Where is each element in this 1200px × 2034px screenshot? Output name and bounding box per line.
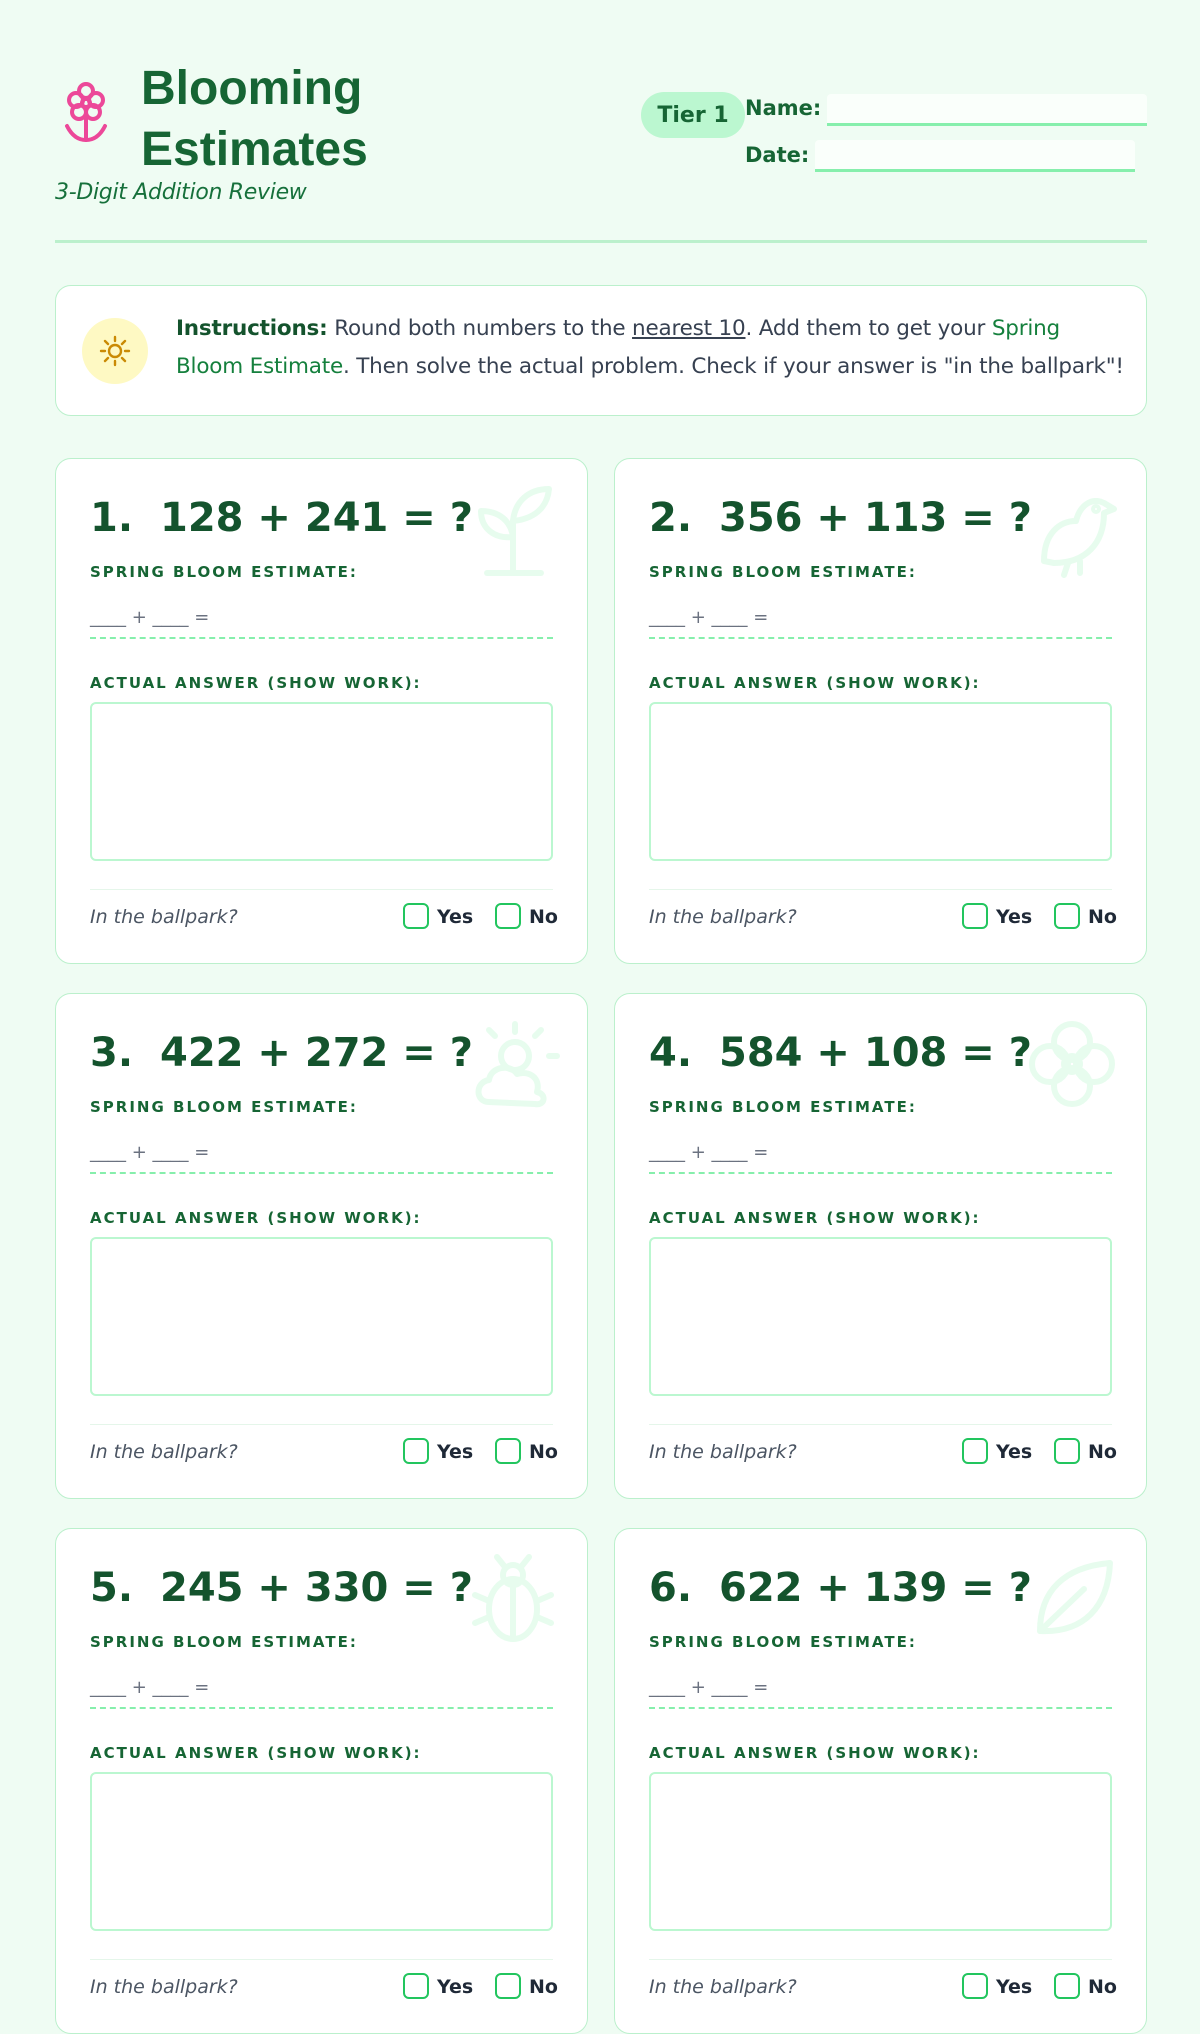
problem-card [614, 993, 1147, 1499]
ballpark-question: In the ballpark? [649, 1976, 797, 1998]
no-label: No [529, 1441, 558, 1463]
page-subtitle: 3-Digit Addition Review [55, 180, 307, 205]
sun-badge [82, 318, 148, 384]
ballpark-question: In the ballpark? [649, 906, 797, 928]
bird-icon [1024, 481, 1120, 577]
problem-card [55, 1528, 588, 2034]
yes-checkbox[interactable] [962, 903, 988, 929]
estimate-label: SPRING BLOOM ESTIMATE: [90, 1098, 358, 1116]
sprout-icon [465, 481, 561, 577]
ballpark-question: In the ballpark? [90, 906, 238, 928]
estimate-field[interactable]: ____ + ____ = [649, 1134, 1112, 1174]
worksheet-header [55, 50, 1147, 243]
tier-badge: Tier 1 [641, 92, 745, 138]
no-label: No [1088, 1441, 1117, 1463]
yes-checkbox[interactable] [403, 903, 429, 929]
date-label: Date: [745, 143, 810, 167]
ballpark-row [649, 1424, 1117, 1480]
problem-card [614, 1528, 1147, 2034]
yes-checkbox[interactable] [403, 1438, 429, 1464]
ballpark-row [649, 1959, 1117, 2015]
leaf-icon [1024, 1551, 1120, 1647]
work-area[interactable] [649, 1772, 1112, 1931]
work-area[interactable] [90, 1772, 553, 1931]
instructions-box [55, 285, 1147, 416]
actual-answer-label: ACTUAL ANSWER (SHOW WORK): [649, 674, 981, 692]
problem-expression: 2. 356 + 113 = ? [649, 495, 1032, 541]
flower-logo-icon [63, 80, 109, 144]
sun-cloud-icon [465, 1016, 561, 1112]
actual-answer-label: ACTUAL ANSWER (SHOW WORK): [649, 1209, 981, 1227]
ballpark-row [649, 889, 1117, 945]
problem-expression: 5. 245 + 330 = ? [90, 1565, 473, 1611]
no-checkbox[interactable] [1054, 1438, 1080, 1464]
yes-label: Yes [437, 1441, 474, 1463]
no-label: No [1088, 906, 1117, 928]
ballpark-question: In the ballpark? [649, 1441, 797, 1463]
ballpark-row [90, 1959, 558, 2015]
no-label: No [529, 906, 558, 928]
estimate-field[interactable]: ____ + ____ = [90, 1134, 553, 1174]
work-area[interactable] [90, 1237, 553, 1396]
no-label: No [529, 1976, 558, 1998]
problem-card [55, 458, 588, 964]
work-area[interactable] [649, 702, 1112, 861]
estimate-label: SPRING BLOOM ESTIMATE: [649, 563, 917, 581]
no-checkbox[interactable] [495, 1973, 521, 1999]
ballpark-row [90, 1424, 558, 1480]
estimate-field[interactable]: ____ + ____ = [649, 599, 1112, 639]
yes-checkbox[interactable] [403, 1973, 429, 1999]
yes-label: Yes [996, 906, 1033, 928]
no-label: No [1088, 1976, 1117, 1998]
yes-label: Yes [996, 1976, 1033, 1998]
name-field[interactable] [827, 94, 1147, 126]
problem-card [614, 458, 1147, 964]
actual-answer-label: ACTUAL ANSWER (SHOW WORK): [90, 674, 422, 692]
work-area[interactable] [649, 1237, 1112, 1396]
estimate-field[interactable]: ____ + ____ = [90, 1669, 553, 1709]
yes-checkbox[interactable] [962, 1438, 988, 1464]
actual-answer-label: ACTUAL ANSWER (SHOW WORK): [649, 1744, 981, 1762]
flower-icon [1024, 1016, 1120, 1112]
instructions-text: Instructions: Round both numbers to the nearest 10. Add them to get your Spring Bloom Estimate. Then solve the actual problem. Check if your answer is "in the ballpark"! [176, 316, 1124, 379]
page-title: Blooming Estimates [141, 62, 368, 176]
yes-label: Yes [996, 1441, 1033, 1463]
actual-answer-label: ACTUAL ANSWER (SHOW WORK): [90, 1209, 422, 1227]
no-checkbox[interactable] [495, 903, 521, 929]
problem-expression: 4. 584 + 108 = ? [649, 1030, 1032, 1076]
estimate-label: SPRING BLOOM ESTIMATE: [649, 1098, 917, 1116]
yes-label: Yes [437, 906, 474, 928]
name-label: Name: [745, 96, 822, 120]
estimate-label: SPRING BLOOM ESTIMATE: [90, 563, 358, 581]
no-checkbox[interactable] [1054, 903, 1080, 929]
ballpark-row [90, 889, 558, 945]
ballpark-question: In the ballpark? [90, 1976, 238, 1998]
problem-expression: 3. 422 + 272 = ? [90, 1030, 473, 1076]
actual-answer-label: ACTUAL ANSWER (SHOW WORK): [90, 1744, 422, 1762]
problem-card [55, 993, 588, 1499]
estimate-label: SPRING BLOOM ESTIMATE: [649, 1633, 917, 1651]
yes-checkbox[interactable] [962, 1973, 988, 1999]
bug-icon [465, 1551, 561, 1647]
problem-expression: 1. 128 + 241 = ? [90, 495, 473, 541]
ballpark-question: In the ballpark? [90, 1441, 238, 1463]
date-field[interactable] [815, 140, 1135, 172]
estimate-label: SPRING BLOOM ESTIMATE: [90, 1633, 358, 1651]
problem-expression: 6. 622 + 139 = ? [649, 1565, 1032, 1611]
no-checkbox[interactable] [495, 1438, 521, 1464]
no-checkbox[interactable] [1054, 1973, 1080, 1999]
yes-label: Yes [437, 1976, 474, 1998]
sun-icon [99, 335, 131, 367]
estimate-field[interactable]: ____ + ____ = [90, 599, 553, 639]
estimate-field[interactable]: ____ + ____ = [649, 1669, 1112, 1709]
work-area[interactable] [90, 702, 553, 861]
